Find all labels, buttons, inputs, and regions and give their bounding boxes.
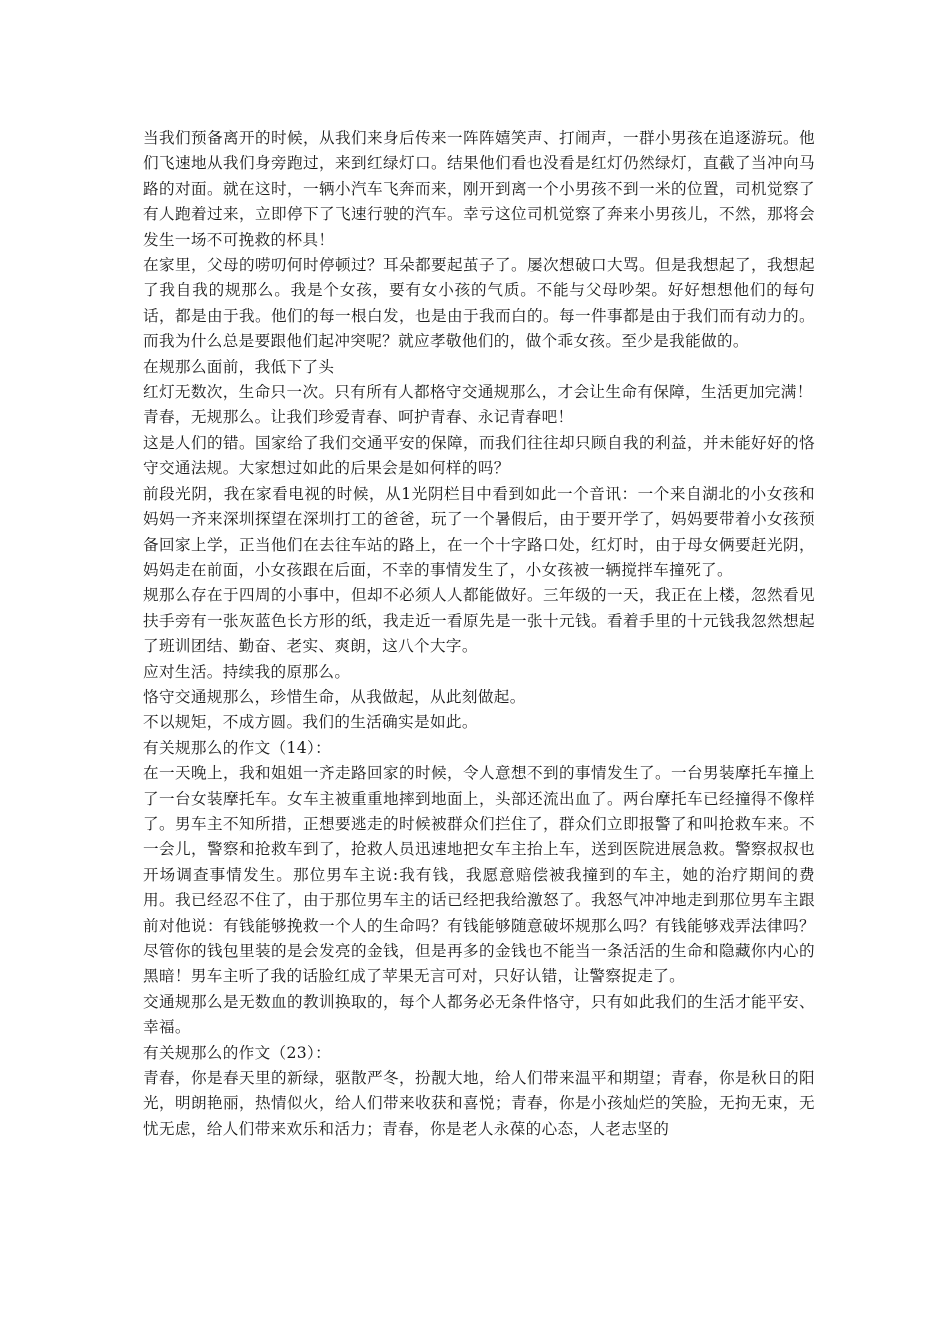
paragraph: 红灯无数次，生命只一次。只有所有人都格守交通规那么，才会让生命有保障，生活更加完满！ — [143, 383, 813, 402]
section-heading: 有关规那么的作文（23）： — [143, 1043, 332, 1062]
paragraph: 前段光阴，我在家看电视的时候，从1光阴栏目中看到如此一个音讯：一个来自湖北的小女孩和妈妈一齐来深圳探望在深圳打工的爸爸，玩了一个暑假后，由于要开学了，妈妈要带着小女孩预备回家上学，正当他们在去往车站的路上，在一个十字路口处，红灯时，由于母女俩要赶光阴，妈妈走在前面，小女孩跟在后面，不幸的事情发生了，小女孩被一辆搅拌车撞死了。 — [143, 484, 815, 579]
paragraph: 恪守交通规那么，珍惜生命，从我做起，从此刻做起。 — [143, 687, 526, 706]
section-heading: 有关规那么的作文（14）： — [143, 738, 332, 757]
paragraph: 应对生活。持续我的原那么。 — [143, 662, 351, 681]
paragraph: 青春，你是春天里的新绿，驱散严冬，扮靓大地，给人们带来温平和期望；青春，你是秋日的阳光，明朗艳丽，热情似火，给人们带来收获和喜悦；青春，你是小孩灿烂的笑脸，无拘无束，无忧无虑，给人们带来欢乐和活力；青春，你是老人永葆的心态，人老志坚的 — [143, 1069, 815, 1138]
paragraph: 在一天晚上，我和姐姐一齐走路回家的时候，令人意想不到的事情发生了。一台男装摩托车撞上了一台女装摩托车。女车主被重重地摔到地面上，头部还流出血了。两台摩托车已经撞得不像样了。男车主不知所措，正想要逃走的时候被群众们拦住了，群众们立即报警了和叫抢救车来。不一会儿，警察和抢救车到了，抢救人员迅速地把女车主抬上车，送到医院进展急救。警察叔叔也开场调查事情发生。那位男车主说:我有钱，我愿意赔偿被我撞到的车主，她的治疗期间的费用。我已经忍不住了，由于那位男车主的话已经把我给激怒了。我怒气冲冲地走到那位男车主跟前对他说：有钱能够挽救一个人的生命吗？有钱能够随意破坏规那么吗？有钱能够戏弄法律吗？尽管你的钱包里装的是会发亮的金钱，但是再多的金钱也不能当一条活活的生命和隐藏你内心的黑暗！男车主听了我的话脸红成了苹果无言可对，只好认错，让警察捉走了。 — [143, 764, 815, 986]
paragraph: 青春，无规那么。让我们珍爱青春、呵护青春、永记青春吧！ — [143, 408, 574, 427]
paragraph: 不以规矩，不成方圆。我们的生活确实是如此。 — [143, 713, 478, 732]
paragraph: 规那么存在于四周的小事中，但却不必须人人都能做好。三年级的一天，我正在上楼，忽然看见扶手旁有一张灰蓝色长方形的纸，我走近一看原先是一张十元钱。看着手里的十元钱我忽然想起了班训团结、勤奋、老实、爽朗，这八个大字。 — [143, 586, 815, 656]
paragraph: 这是人们的错。国家给了我们交通平安的保障，而我们往往却只顾自我的利益，并未能好好的恪守交通法规。大家想过如此的后果会是如何样的吗？ — [143, 433, 815, 478]
paragraph: 当我们预备离开的时候，从我们来身后传来一阵阵嬉笑声、打闹声，一群小男孩在追逐游玩。他们飞速地从我们身旁跑过，来到红绿灯口。结果他们看也没看是红灯仍然绿灯，直截了当冲向马路的对面。就在这时，一辆小汽车飞奔而来，刚开到离一个小男孩不到一米的位置，司机觉察了有人跑着过来，立即停下了飞速行驶的汽车。幸亏这位司机觉察了奔来小男孩儿，不然，那将会发生一场不可挽救的杯具！ — [143, 129, 815, 249]
paragraph: 交通规那么是无数血的教训换取的，每个人都务必无条件恪守，只有如此我们的生活才能平安、幸福。 — [143, 992, 815, 1037]
paragraph: 在家里，父母的唠叨何时停顿过？耳朵都要起茧子了。屡次想破口大骂。但是我想起了，我想起了我自我的规那么。我是个女孩，要有女小孩的气质。不能与父母吵架。好好想想他们的每句话，都是由于我。他们的每一根白发，也是由于我而白的。每一件事都是由于我们而有动力的。而我为什么总是要跟他们起冲突呢？就应孝敬他们的，做个乖女孩。至少是我能做的。 — [143, 256, 815, 351]
document-body — [143, 126, 815, 1142]
paragraph: 在规那么面前，我低下了头 — [143, 357, 335, 376]
